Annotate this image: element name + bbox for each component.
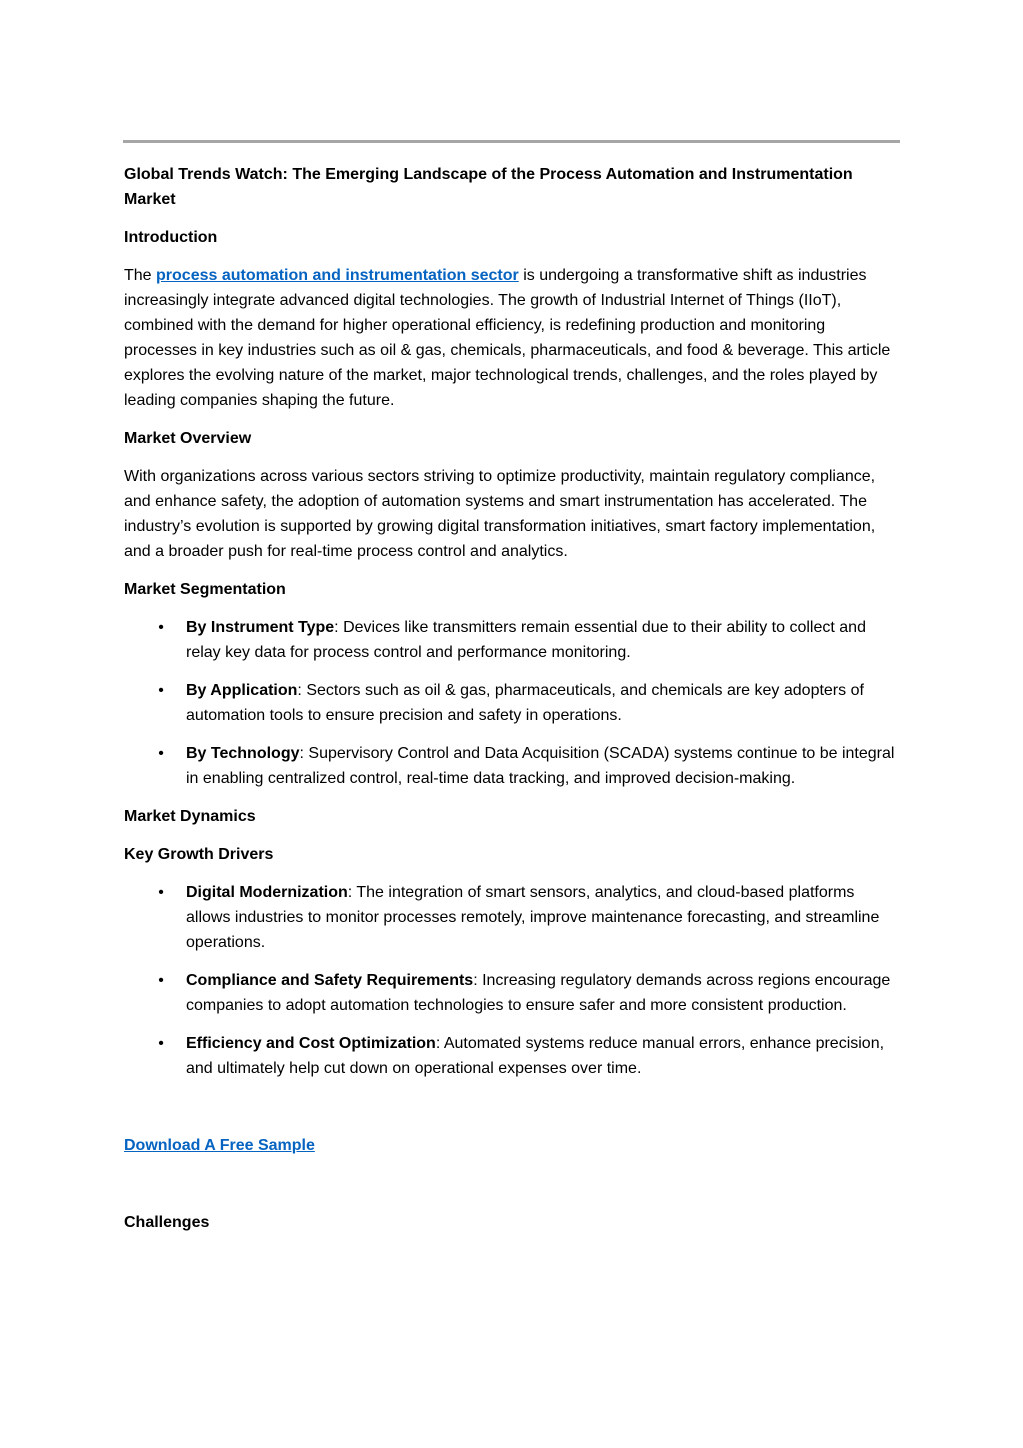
bullet-icon: • — [158, 1035, 164, 1052]
intro-text-before-link: The — [124, 267, 157, 284]
spacer — [124, 1171, 900, 1210]
bullet-icon: • — [158, 682, 164, 699]
segmentation-item-instrument-type — [124, 615, 900, 665]
driver-item-text: : Automated systems reduce manual errors, enhance precision, and ultimately help cut down on operational expenses over time. — [186, 1035, 885, 1077]
segmentation-item-label: By Instrument Type — [186, 619, 335, 636]
market-segmentation-heading: Market Segmentation — [124, 581, 286, 598]
market-overview-paragraph: With organizations across various sectors striving to optimize productivity, maintain regulatory compliance, and enhance safety, the adoption of automation systems and smart instrumentation has accelerated. The industry’s evolution is supported by growing digital transformation initiatives, smart factory implementation, and a broader push for real-time process control and analytics. — [124, 468, 876, 560]
segmentation-item-technology — [124, 741, 900, 791]
segmentation-item-text: : Sectors such as oil & gas, pharmaceuticals, and chemicals are key adopters of automation tools to ensure precision and safety in operations. — [186, 682, 864, 724]
segmentation-item-application — [124, 678, 900, 728]
driver-item-label: Efficiency and Cost Optimization — [186, 1035, 436, 1052]
driver-item-text: : Increasing regulatory demands across regions encourage companies to adopt automation technologies to ensure safer and more consistent production. — [186, 972, 891, 1014]
segmentation-item-label: By Application — [186, 682, 298, 699]
download-paragraph — [124, 1133, 900, 1158]
header-divider — [123, 140, 900, 143]
challenges-heading: Challenges — [124, 1214, 210, 1231]
segmentation-item-text: : Devices like transmitters remain essential due to their ability to collect and relay key data for process control and performance monitoring. — [186, 619, 866, 661]
segmentation-item-text: : Supervisory Control and Data Acquisition (SCADA) systems continue to be integral in enabling centralized control, real-time data tracking, and improved decision-making. — [186, 745, 895, 787]
intro-text-after-link: is undergoing a transformative shift as industries increasingly integrate advanced digital technologies. The growth of Industrial Internet of Things (IIoT), combined with the demand for higher operational efficiency, is redefining production and monitoring processes in key industries such as oil & gas, chemicals, pharmaceuticals, and food & beverage. This article explores the evolving nature of the market, major technological trends, challenges, and the roles played by leading companies shaping the future. — [124, 267, 891, 409]
driver-item-digital-modernization — [124, 880, 900, 955]
market-dynamics-heading: Market Dynamics — [124, 808, 256, 825]
driver-item-compliance-safety — [124, 968, 900, 1018]
bullet-icon: • — [158, 745, 164, 762]
driver-item-label: Compliance and Safety Requirements — [186, 972, 474, 989]
growth-drivers-list — [124, 880, 900, 1081]
segmentation-item-label: By Technology — [186, 745, 300, 762]
bullet-icon: • — [158, 972, 164, 989]
driver-item-label: Digital Modernization — [186, 884, 348, 901]
document-title: Global Trends Watch: The Emerging Landscape of the Process Automation and Instrumentation Market — [124, 166, 853, 208]
introduction-paragraph — [124, 263, 900, 413]
bullet-icon: • — [158, 619, 164, 636]
market-overview-heading: Market Overview — [124, 430, 252, 447]
sector-link[interactable]: process automation and instrumentation sector — [156, 267, 519, 284]
download-sample-link[interactable]: Download A Free Sample — [124, 1137, 315, 1154]
segmentation-list — [124, 615, 900, 791]
document-body — [124, 162, 900, 1248]
driver-item-efficiency-cost — [124, 1031, 900, 1081]
spacer — [124, 1094, 900, 1133]
introduction-heading: Introduction — [124, 229, 218, 246]
driver-item-text: : The integration of smart sensors, analytics, and cloud-based platforms allows industries to monitor processes remotely, improve maintenance forecasting, and streamline operations. — [186, 884, 880, 951]
growth-drivers-heading: Key Growth Drivers — [124, 846, 274, 863]
bullet-icon: • — [158, 884, 164, 901]
